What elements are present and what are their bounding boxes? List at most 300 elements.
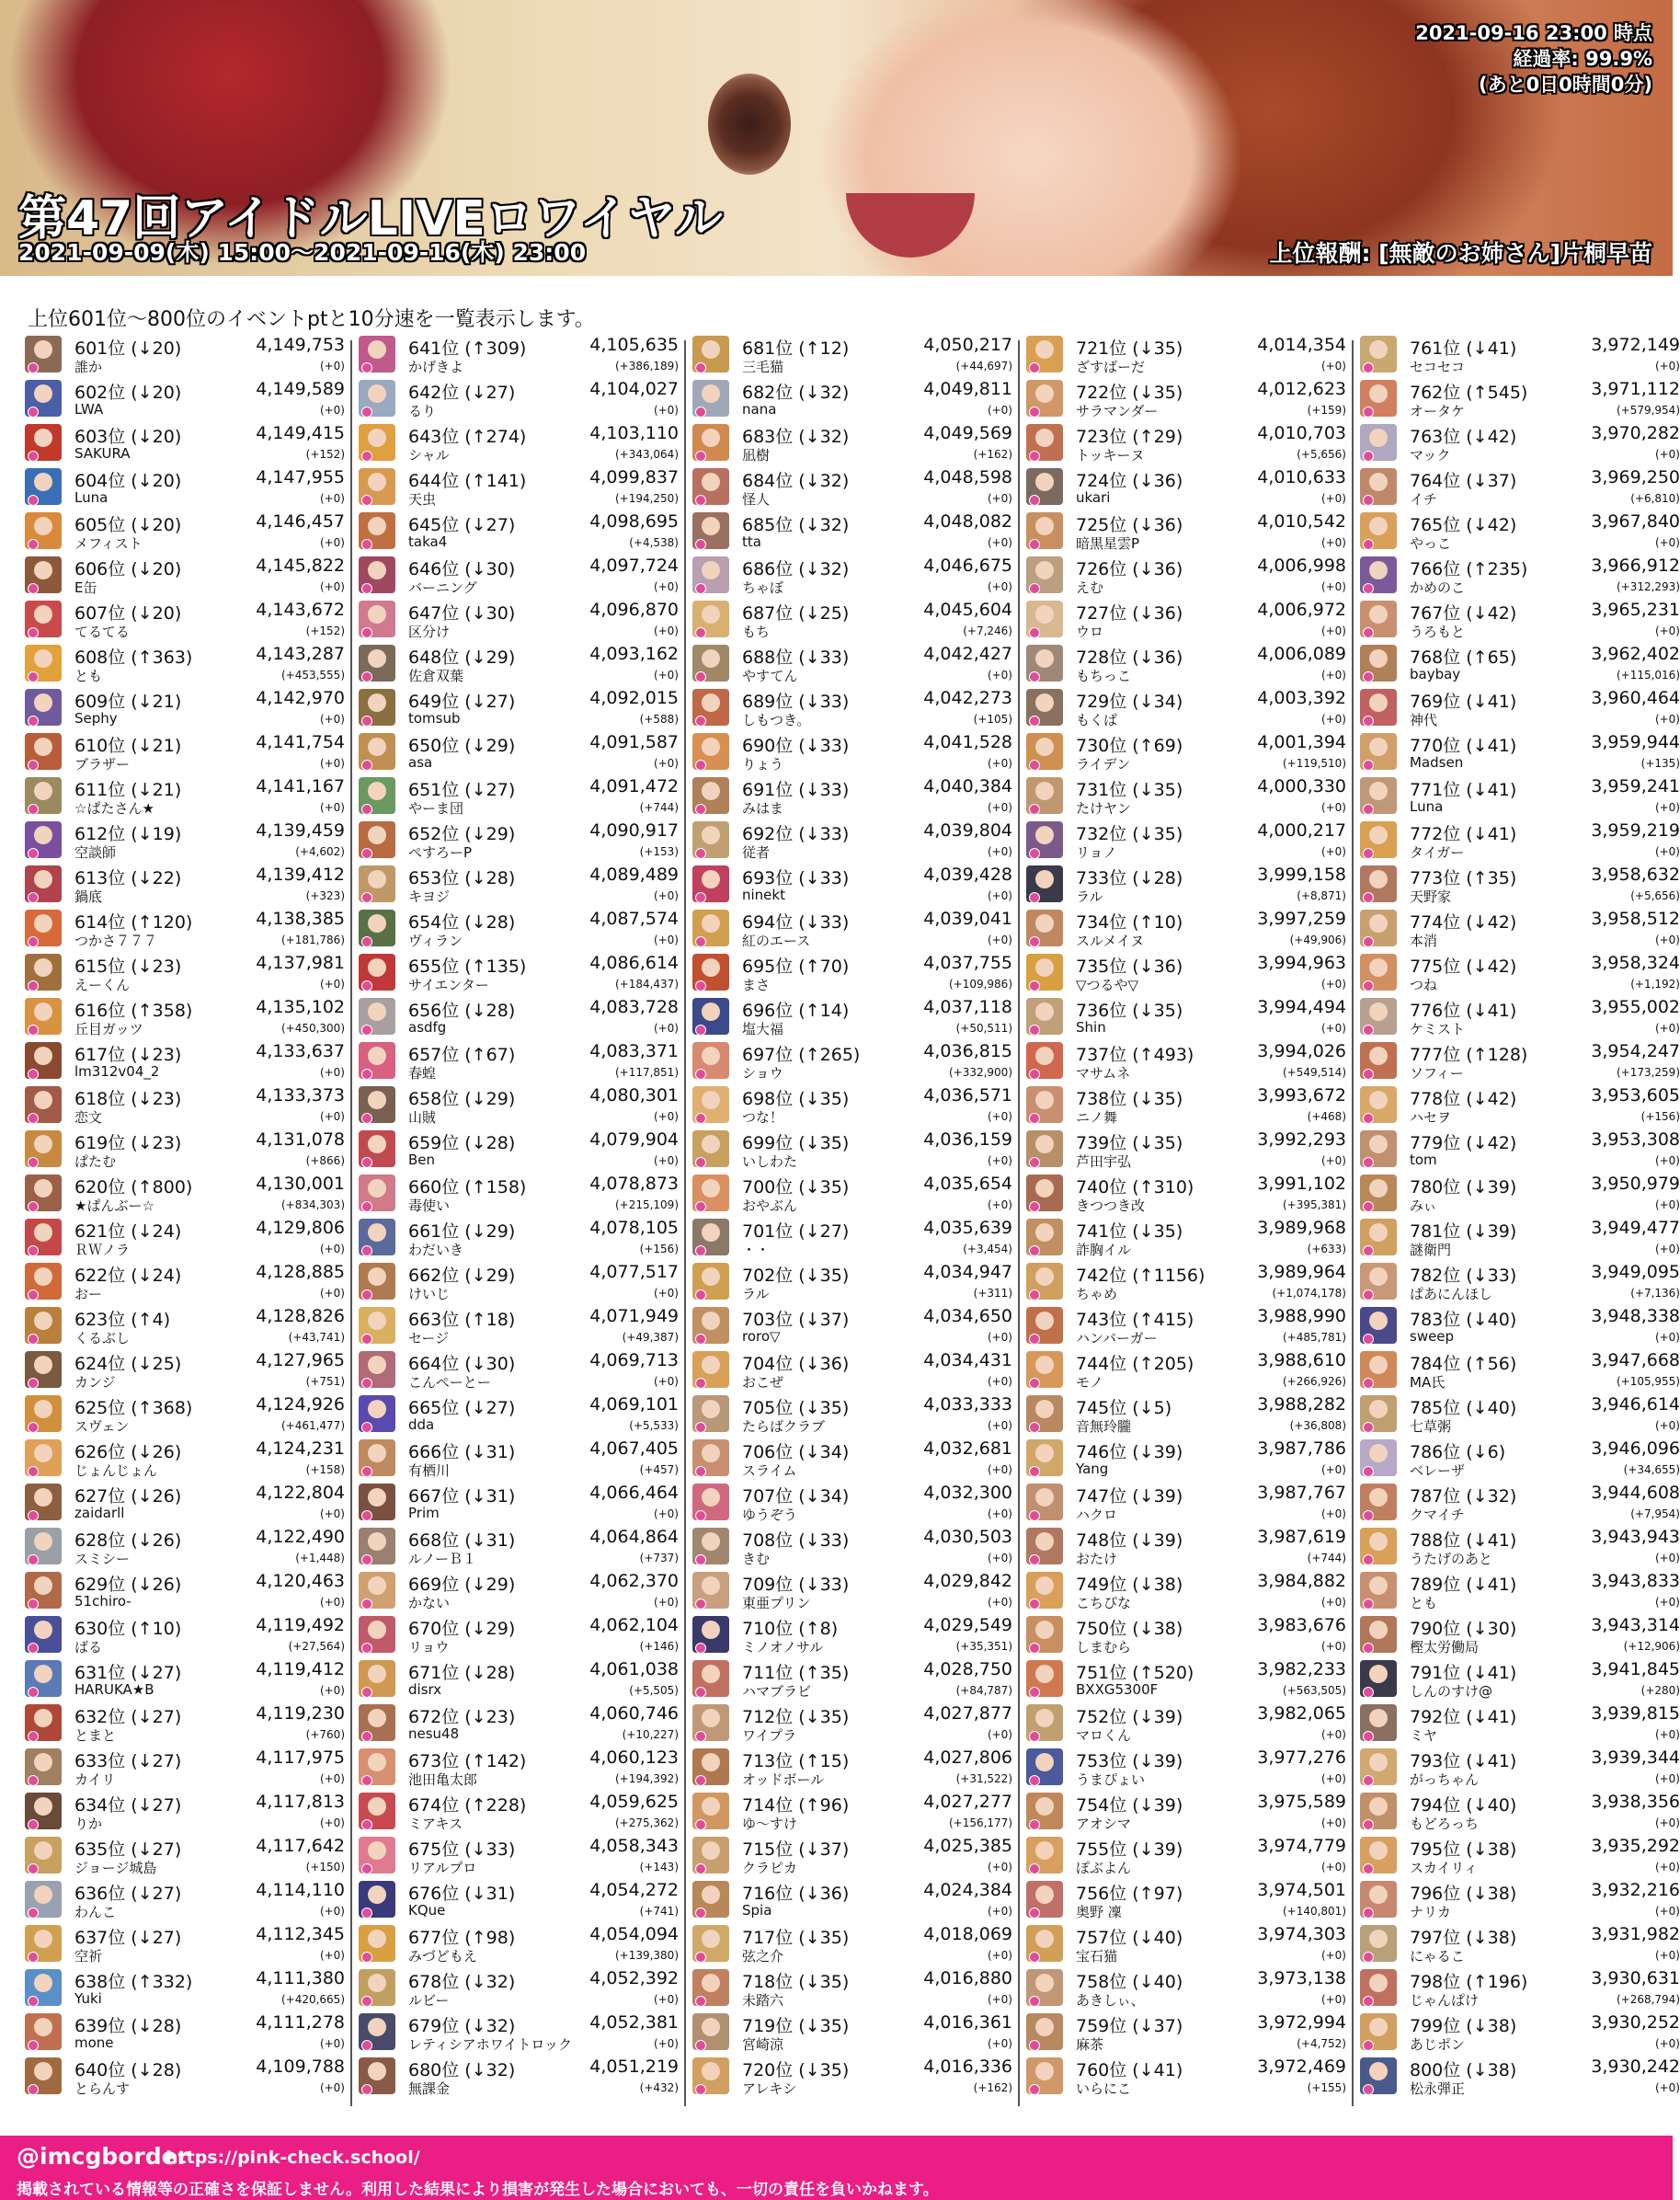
idol-avatar — [692, 1616, 729, 1653]
ten-min-speed: (+0) — [1654, 2037, 1680, 2050]
player-name: lm312v04_2 — [74, 1063, 160, 1080]
event-points: 4,083,371 — [589, 1041, 679, 1061]
ranking-row — [1358, 686, 1680, 730]
event-points: 4,016,336 — [923, 2057, 1012, 2077]
event-points: 4,034,431 — [923, 1350, 1012, 1370]
ranking-row — [23, 1790, 345, 1834]
idol-avatar — [359, 821, 395, 858]
idol-avatar — [1026, 954, 1063, 991]
event-points: 4,091,587 — [589, 732, 679, 752]
ranking-row — [691, 598, 1012, 642]
ranking-row — [1024, 863, 1346, 907]
player-name: しもつき。 — [742, 712, 811, 728]
ten-min-speed: (+7,136) — [1630, 1287, 1680, 1300]
event-points: 4,146,457 — [256, 511, 345, 532]
rank-label: 665位 (↓27) — [408, 1398, 516, 1418]
idol-avatar — [1026, 601, 1063, 637]
idol-avatar — [692, 1793, 729, 1829]
idol-avatar — [692, 1042, 729, 1079]
idol-avatar — [692, 1528, 729, 1564]
ranking-row — [1024, 1083, 1346, 1128]
idol-avatar — [1026, 380, 1063, 417]
ranking-row — [23, 1437, 345, 1481]
rank-label: 627位 (↓26) — [74, 1486, 182, 1507]
ten-min-speed: (+343,064) — [614, 448, 679, 461]
rank-label: 796位 (↓38) — [1410, 1884, 1517, 1904]
ten-min-speed: (+0) — [1654, 1243, 1680, 1255]
event-points: 3,989,968 — [1257, 1218, 1346, 1238]
rank-label: 729位 (↓34) — [1076, 692, 1183, 712]
event-points: 4,149,753 — [256, 335, 345, 355]
player-name: てるてる — [74, 624, 130, 640]
idol-avatar — [25, 1837, 62, 1873]
idol-avatar — [25, 1086, 62, 1123]
ten-min-speed: (+744) — [639, 801, 679, 814]
ten-min-speed: (+0) — [1654, 845, 1680, 858]
ten-min-speed: (+0) — [319, 1949, 345, 1962]
event-points: 3,950,979 — [1591, 1174, 1680, 1194]
rank-label: 660位 (↑158) — [408, 1177, 527, 1197]
ten-min-speed: (+0) — [1654, 1949, 1680, 1962]
player-name: おやぶん — [742, 1197, 798, 1214]
event-points: 3,930,631 — [1591, 1968, 1680, 1988]
ranking-row — [1358, 1172, 1680, 1216]
event-points: 4,111,380 — [256, 1968, 345, 1988]
player-name: ルビー — [408, 1992, 450, 2009]
ranking-row — [357, 1437, 679, 1481]
ranking-row — [23, 819, 345, 863]
ranking-row — [1024, 554, 1346, 598]
ten-min-speed: (+0) — [1654, 1552, 1680, 1564]
player-name: ninekt — [742, 887, 785, 903]
ranking-row — [1358, 1613, 1680, 1657]
ten-min-speed: (+0) — [319, 404, 345, 417]
idol-avatar — [1360, 1307, 1397, 1344]
rank-label: 675位 (↓33) — [408, 1839, 516, 1860]
idol-avatar — [1026, 1130, 1063, 1167]
rank-label: 682位 (↓32) — [742, 383, 850, 403]
rank-label: 609位 (↓21) — [74, 692, 182, 712]
idol-avatar — [25, 556, 62, 593]
ten-min-speed: (+152) — [305, 624, 345, 637]
idol-avatar — [1026, 1219, 1063, 1255]
idol-avatar — [692, 1351, 729, 1388]
idol-avatar — [359, 645, 395, 682]
ten-min-speed: (+311) — [973, 1287, 1012, 1300]
idol-avatar — [1026, 1484, 1063, 1520]
idol-avatar — [1360, 1748, 1397, 1785]
ranking-row — [1024, 1922, 1346, 1966]
rank-label: 681位 (↑12) — [742, 338, 850, 359]
event-points: 4,000,330 — [1257, 776, 1346, 796]
idol-avatar — [25, 1881, 62, 1918]
ten-min-speed: (+0) — [1320, 1728, 1346, 1741]
rank-label: 724位 (↓36) — [1076, 471, 1183, 491]
rank-label: 720位 (↓35) — [742, 2060, 850, 2080]
event-points: 4,052,381 — [589, 2012, 679, 2033]
rank-label: 738位 (↓35) — [1076, 1089, 1183, 1109]
player-name: Luna — [1410, 798, 1444, 815]
ten-min-speed: (+395,381) — [1282, 1198, 1346, 1211]
rank-label: 717位 (↓35) — [742, 1928, 850, 1948]
player-name: サラマンダー — [1076, 403, 1159, 419]
ten-min-speed: (+0) — [653, 757, 679, 770]
player-name: シャル — [408, 447, 450, 464]
top-reward: 上位報酬: [無敵のお姉さん]片桐早苗 — [1269, 240, 1652, 267]
ten-min-speed: (+0) — [987, 2037, 1012, 2050]
idol-avatar — [1026, 1969, 1063, 2006]
ranking-row — [357, 1613, 679, 1657]
event-points: 3,958,324 — [1591, 953, 1680, 973]
idol-avatar — [25, 954, 62, 991]
ranking-row — [357, 1260, 679, 1304]
idol-avatar — [25, 1307, 62, 1344]
ranking-row — [1024, 774, 1346, 819]
ten-min-speed: (+152) — [305, 448, 345, 461]
rank-label: 686位 (↓32) — [742, 559, 850, 579]
rank-label: 662位 (↓29) — [408, 1266, 516, 1286]
ranking-row — [691, 1922, 1012, 1966]
rank-label: 643位 (↑274) — [408, 427, 527, 447]
ten-min-speed: (+0) — [1654, 934, 1680, 946]
ranking-row — [23, 1481, 345, 1525]
event-points: 4,059,625 — [589, 1792, 679, 1812]
rank-label: 771位 (↓41) — [1410, 780, 1517, 800]
player-name: zaidarll — [74, 1505, 125, 1521]
rank-label: 620位 (↑800) — [74, 1177, 193, 1197]
ranking-row — [691, 863, 1012, 907]
rank-label: 779位 (↓42) — [1410, 1133, 1517, 1153]
ranking-row — [1024, 1437, 1346, 1481]
event-points: 4,039,804 — [923, 820, 1012, 841]
player-name: リアルプロ — [408, 1860, 477, 1876]
idol-avatar — [359, 1351, 395, 1388]
idol-avatar — [692, 1086, 729, 1123]
ranking-row — [357, 1525, 679, 1569]
rank-label: 638位 (↑332) — [74, 1972, 193, 1992]
idol-avatar — [359, 1484, 395, 1520]
ten-min-speed: (+194,250) — [614, 492, 679, 505]
ten-min-speed: (+751) — [305, 1375, 345, 1388]
event-points: 4,037,118 — [923, 997, 1012, 1017]
rank-label: 679位 (↓32) — [408, 2016, 516, 2036]
player-name: カイリ — [74, 1771, 116, 1788]
rank-label: 750位 (↓38) — [1076, 1619, 1183, 1639]
player-name: まさ — [742, 977, 771, 993]
idol-avatar — [25, 1395, 62, 1432]
event-points: 3,949,095 — [1591, 1262, 1680, 1282]
ranking-row — [1358, 730, 1680, 774]
ranking-row — [1358, 774, 1680, 819]
idol-avatar — [359, 1969, 395, 2006]
player-name: Yuki — [74, 1990, 102, 2007]
player-name: 塩大福 — [742, 1021, 784, 1037]
ten-min-speed: (+181,786) — [280, 934, 345, 946]
ten-min-speed: (+156) — [1640, 1110, 1680, 1123]
ranking-row — [1358, 598, 1680, 642]
rank-label: 689位 (↓33) — [742, 692, 850, 712]
idol-avatar — [692, 1307, 729, 1344]
idol-avatar — [692, 821, 729, 858]
ranking-row — [357, 1172, 679, 1216]
rank-label: 726位 (↓36) — [1076, 559, 1183, 579]
ranking-row — [1358, 1392, 1680, 1437]
ten-min-speed: (+0) — [987, 669, 1012, 682]
rank-label: 768位 (↑65) — [1410, 647, 1517, 668]
player-name: スライム — [742, 1462, 797, 1479]
banner-artwork-detail — [846, 193, 975, 258]
ranking-row — [691, 951, 1012, 995]
ten-min-speed: (+453,555) — [280, 669, 345, 682]
rank-label: 752位 (↓39) — [1076, 1707, 1183, 1727]
idol-avatar — [359, 1925, 395, 1962]
intro-text: 上位601位〜800位のイベントptと10分速を一覧表示します。 — [28, 308, 595, 331]
column-divider — [350, 340, 352, 2106]
idol-avatar — [359, 865, 395, 902]
rank-label: 670位 (↓29) — [408, 1619, 516, 1639]
player-name: 樫太労働局 — [1410, 1639, 1480, 1656]
player-name: 弦之介 — [742, 1948, 784, 1965]
event-banner — [0, 0, 1673, 276]
twitter-handle[interactable]: @imcgborder — [17, 2143, 189, 2170]
ranking-row — [1024, 2011, 1346, 2055]
rank-label: 754位 (↓39) — [1076, 1795, 1183, 1816]
ranking-row — [357, 2055, 679, 2099]
player-name: とも — [1410, 1595, 1438, 1611]
rank-label: 718位 (↓35) — [742, 1972, 850, 1992]
ranking-row — [357, 333, 679, 377]
ten-min-speed: (+0) — [1320, 1463, 1346, 1476]
ranking-row — [357, 554, 679, 598]
idol-avatar — [25, 910, 62, 946]
ranking-row — [1358, 1878, 1680, 1922]
event-points: 4,006,998 — [1257, 556, 1346, 576]
idol-avatar — [1026, 998, 1063, 1035]
ranking-row — [691, 1392, 1012, 1437]
rank-label: 701位 (↓27) — [742, 1221, 850, 1242]
player-name: うまぴょい — [1076, 1771, 1146, 1788]
rank-label: 611位 (↓21) — [74, 780, 182, 800]
event-points: 4,069,101 — [589, 1394, 679, 1415]
ten-min-speed: (+0) — [987, 934, 1012, 946]
rank-label: 707位 (↓34) — [742, 1486, 850, 1507]
player-name: かめのこ — [1410, 579, 1466, 596]
event-points: 3,974,501 — [1257, 1880, 1346, 1900]
ten-min-speed: (+10,227) — [622, 1728, 679, 1741]
ranking-row — [691, 1702, 1012, 1746]
player-name: やっこ — [1410, 535, 1452, 552]
player-name: ラル — [1076, 888, 1103, 905]
idol-avatar — [25, 468, 62, 505]
rank-label: 698位 (↓35) — [742, 1089, 850, 1109]
event-points: 4,087,574 — [589, 909, 679, 929]
rank-label: 634位 (↓27) — [74, 1795, 182, 1816]
ranking-row — [357, 819, 679, 863]
ranking-row — [691, 1569, 1012, 1613]
ranking-row — [23, 686, 345, 730]
player-name: 山賊 — [408, 1109, 437, 1126]
ranking-row — [1024, 1525, 1346, 1569]
ranking-row — [691, 730, 1012, 774]
rank-label: 790位 (↓30) — [1410, 1619, 1517, 1639]
player-name: ヴィラン — [408, 933, 463, 949]
player-name: 天虫 — [408, 491, 437, 508]
ten-min-speed: (+162) — [973, 448, 1012, 461]
player-name: Sephy — [74, 710, 118, 727]
ten-min-speed: (+215,109) — [614, 1198, 679, 1211]
idol-avatar — [692, 1969, 729, 2006]
ten-min-speed: (+5,505) — [629, 1684, 679, 1697]
ten-min-speed: (+266,926) — [1282, 1375, 1346, 1388]
ranking-row — [1024, 1172, 1346, 1216]
ten-min-speed: (+0) — [653, 934, 679, 946]
ten-min-speed: (+0) — [987, 1728, 1012, 1741]
player-name: ぺすろーP — [408, 844, 473, 861]
rank-label: 762位 (↑545) — [1410, 383, 1528, 403]
player-name: クラピカ — [742, 1860, 798, 1876]
rank-label: 719位 (↓35) — [742, 2016, 850, 2036]
status-panel — [1415, 20, 1652, 97]
event-points: 3,962,402 — [1591, 644, 1680, 664]
ten-min-speed: (+0) — [1654, 360, 1680, 372]
event-points: 4,006,972 — [1257, 600, 1346, 620]
ten-min-speed: (+27,564) — [288, 1640, 345, 1653]
idol-avatar — [359, 468, 395, 505]
ten-min-speed: (+0) — [987, 1375, 1012, 1388]
idol-avatar — [359, 689, 395, 726]
player-name: ハセヲ — [1410, 1109, 1452, 1126]
idol-avatar — [359, 1660, 395, 1697]
ranking-row — [23, 863, 345, 907]
player-name: ラル — [742, 1286, 770, 1302]
player-name: ぱあにんほし — [1410, 1286, 1493, 1302]
idol-avatar — [692, 1881, 729, 1918]
player-name: わだいき — [408, 1242, 464, 1258]
rank-label: 690位 (↓33) — [742, 736, 850, 756]
rank-label: 629位 (↓26) — [74, 1575, 182, 1595]
idol-avatar — [25, 998, 62, 1035]
rank-label: 680位 (↓32) — [408, 2060, 516, 2080]
rank-label: 756位 (↑97) — [1076, 1884, 1183, 1904]
ten-min-speed: (+866) — [305, 1154, 345, 1167]
player-name: Shin — [1076, 1019, 1106, 1036]
player-name: ハマブラビ — [742, 1683, 812, 1700]
ten-min-speed: (+563,505) — [1282, 1684, 1346, 1697]
idol-avatar — [1026, 424, 1063, 461]
event-points: 3,944,608 — [1591, 1483, 1680, 1503]
player-name: とまと — [74, 1727, 117, 1744]
ten-min-speed: (+0) — [1654, 1198, 1680, 1211]
ten-min-speed: (+0) — [1654, 1861, 1680, 1873]
player-name: 宮崎涼 — [742, 2036, 784, 2053]
rank-label: 730位 (↑69) — [1076, 736, 1183, 756]
idol-avatar — [1360, 1837, 1397, 1873]
event-points: 4,036,571 — [923, 1085, 1012, 1106]
ten-min-speed: (+0) — [319, 1287, 345, 1300]
ten-min-speed: (+0) — [987, 1198, 1012, 1211]
ranking-row — [1024, 377, 1346, 421]
ten-min-speed: (+0) — [319, 1507, 345, 1520]
idol-avatar — [1360, 733, 1397, 770]
idol-avatar — [25, 1263, 62, 1300]
ten-min-speed: (+0) — [653, 2037, 679, 2050]
ten-min-speed: (+0) — [987, 1419, 1012, 1432]
ranking-row — [1358, 1481, 1680, 1525]
ranking-row — [1024, 1966, 1346, 2011]
column-divider — [684, 340, 686, 2106]
event-points: 3,970,282 — [1591, 423, 1680, 443]
ten-min-speed: (+0) — [1320, 1022, 1346, 1035]
rank-label: 755位 (↓39) — [1076, 1839, 1183, 1860]
idol-avatar — [1360, 865, 1397, 902]
rank-label: 654位 (↓28) — [408, 912, 516, 933]
event-points: 3,971,112 — [1591, 379, 1680, 399]
event-points: 4,069,713 — [589, 1350, 679, 1370]
player-name: スヴェン — [74, 1418, 130, 1435]
event-points: 4,149,589 — [256, 379, 345, 399]
idol-avatar — [1360, 821, 1397, 858]
ten-min-speed: (+0) — [1654, 448, 1680, 461]
ranking-row — [23, 1657, 345, 1702]
idol-avatar — [1360, 1528, 1397, 1564]
event-points: 3,948,338 — [1591, 1306, 1680, 1326]
ranking-row — [23, 1569, 345, 1613]
event-points: 3,974,303 — [1257, 1924, 1346, 1944]
idol-avatar — [1360, 2013, 1397, 2050]
rank-label: 727位 (↓36) — [1076, 603, 1183, 624]
ten-min-speed: (+0) — [319, 2081, 345, 2094]
idol-avatar — [359, 512, 395, 549]
idol-avatar — [692, 2013, 729, 2050]
player-name: ルノーＢ１ — [408, 1551, 476, 1567]
ten-min-speed: (+0) — [1320, 713, 1346, 726]
event-points: 3,935,292 — [1591, 1836, 1680, 1856]
ten-min-speed: (+0) — [1654, 536, 1680, 549]
idol-avatar — [25, 1528, 62, 1564]
ten-min-speed: (+109,986) — [948, 978, 1012, 991]
event-points: 4,112,345 — [256, 1924, 345, 1944]
ranking-row — [1358, 1922, 1680, 1966]
ranking-row — [357, 598, 679, 642]
elapsed-rate: 経過率: 99.9% — [1513, 48, 1652, 70]
idol-avatar — [1026, 1837, 1063, 1873]
idol-avatar — [1026, 2013, 1063, 2050]
rank-label: 787位 (↓32) — [1410, 1486, 1517, 1507]
ranking-row — [1024, 1304, 1346, 1348]
rank-label: 766位 (↑235) — [1410, 559, 1528, 579]
rank-label: 784位 (↑56) — [1410, 1354, 1517, 1374]
ranking-row — [1024, 1790, 1346, 1834]
idol-avatar — [692, 1572, 729, 1609]
footer — [0, 2136, 1673, 2200]
player-name: アレキシ — [742, 2080, 797, 2097]
idol-avatar — [692, 1484, 729, 1520]
idol-avatar — [25, 1925, 62, 1962]
player-name: 謎衛門 — [1410, 1242, 1452, 1258]
event-points: 4,049,811 — [923, 379, 1012, 399]
player-name: nesu48 — [408, 1725, 460, 1742]
site-link[interactable]: https://pink-check.school/ — [166, 2148, 420, 2168]
ten-min-speed: (+0) — [653, 1154, 679, 1167]
event-points: 3,953,605 — [1591, 1085, 1680, 1106]
event-points: 4,034,650 — [923, 1306, 1012, 1326]
idol-avatar — [1360, 1925, 1397, 1962]
event-points: 4,077,517 — [589, 1262, 679, 1282]
idol-avatar — [692, 1704, 729, 1741]
rank-label: 792位 (↓41) — [1410, 1707, 1517, 1727]
player-name: 芦田宇弘 — [1076, 1153, 1132, 1170]
rank-label: 704位 (↓36) — [742, 1354, 850, 1374]
